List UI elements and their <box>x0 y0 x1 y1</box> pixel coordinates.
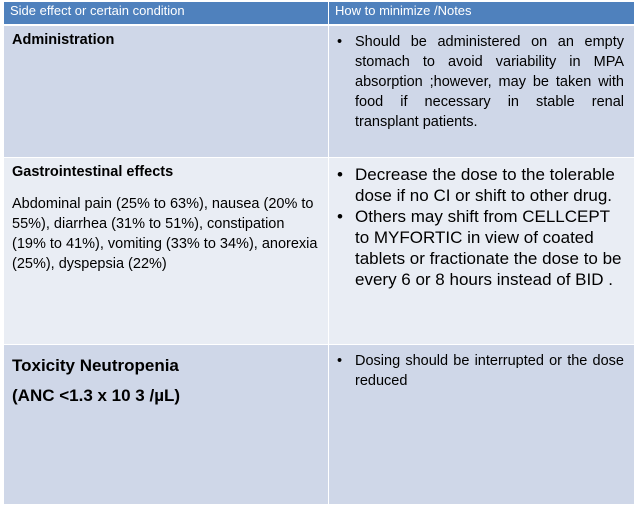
cell-notes <box>329 158 635 345</box>
bullet-icon: • <box>337 353 343 369</box>
cell-condition <box>4 345 329 505</box>
header-side-effect: Side effect or certain condition <box>4 2 329 26</box>
list-item <box>337 32 624 132</box>
condition-description: Abdominal pain (25% to 63%), nausea (20% to 55%), diarrhea (31% to 51%), constipation (19% to 41%), vomiting (33% to 34%), anorexia (25%), dyspepsia (22%) <box>12 196 318 272</box>
condition-title: Gastrointestinal effects <box>12 164 174 180</box>
list-item <box>337 351 624 391</box>
list-item <box>337 206 624 290</box>
condition-title: Toxicity Neutropenia <box>12 356 179 375</box>
condition-title: Administration <box>12 32 115 48</box>
cell-notes <box>329 345 635 505</box>
table-row-administration <box>4 25 635 158</box>
note-text: Dosing should be interrupted or the dose reduced <box>355 353 624 389</box>
cell-notes <box>329 25 635 158</box>
list-item <box>337 164 624 206</box>
header-how-to-minimize: How to minimize /Notes <box>329 2 635 26</box>
notes-list <box>337 32 624 132</box>
table-header-row <box>4 2 635 26</box>
bullet-icon: • <box>337 207 343 226</box>
bullet-icon: • <box>337 34 343 50</box>
notes-list <box>337 351 624 391</box>
table-row-neutropenia <box>4 345 635 505</box>
cell-condition <box>4 25 329 158</box>
side-effects-table <box>3 1 635 505</box>
note-text: Others may shift from CELLCEPT to MYFORTIC in view of coated tablets or fractionate the dose to be every 6 or 8 hours instead of BID . <box>355 207 622 289</box>
table-row-gastrointestinal <box>4 158 635 345</box>
bullet-icon: • <box>337 165 343 184</box>
cell-condition <box>4 158 329 345</box>
condition-threshold: (ANC <1.3 x 10 3 /µL) <box>12 386 181 405</box>
note-text: Decrease the dose to the tolerable dose if no CI or shift to other drug. <box>355 165 615 205</box>
notes-list <box>337 164 624 290</box>
note-text: Should be administered on an empty stomach to avoid variability in MPA absorption ;however, may be taken with food if necessary in stable renal transplant patients. <box>355 34 624 130</box>
